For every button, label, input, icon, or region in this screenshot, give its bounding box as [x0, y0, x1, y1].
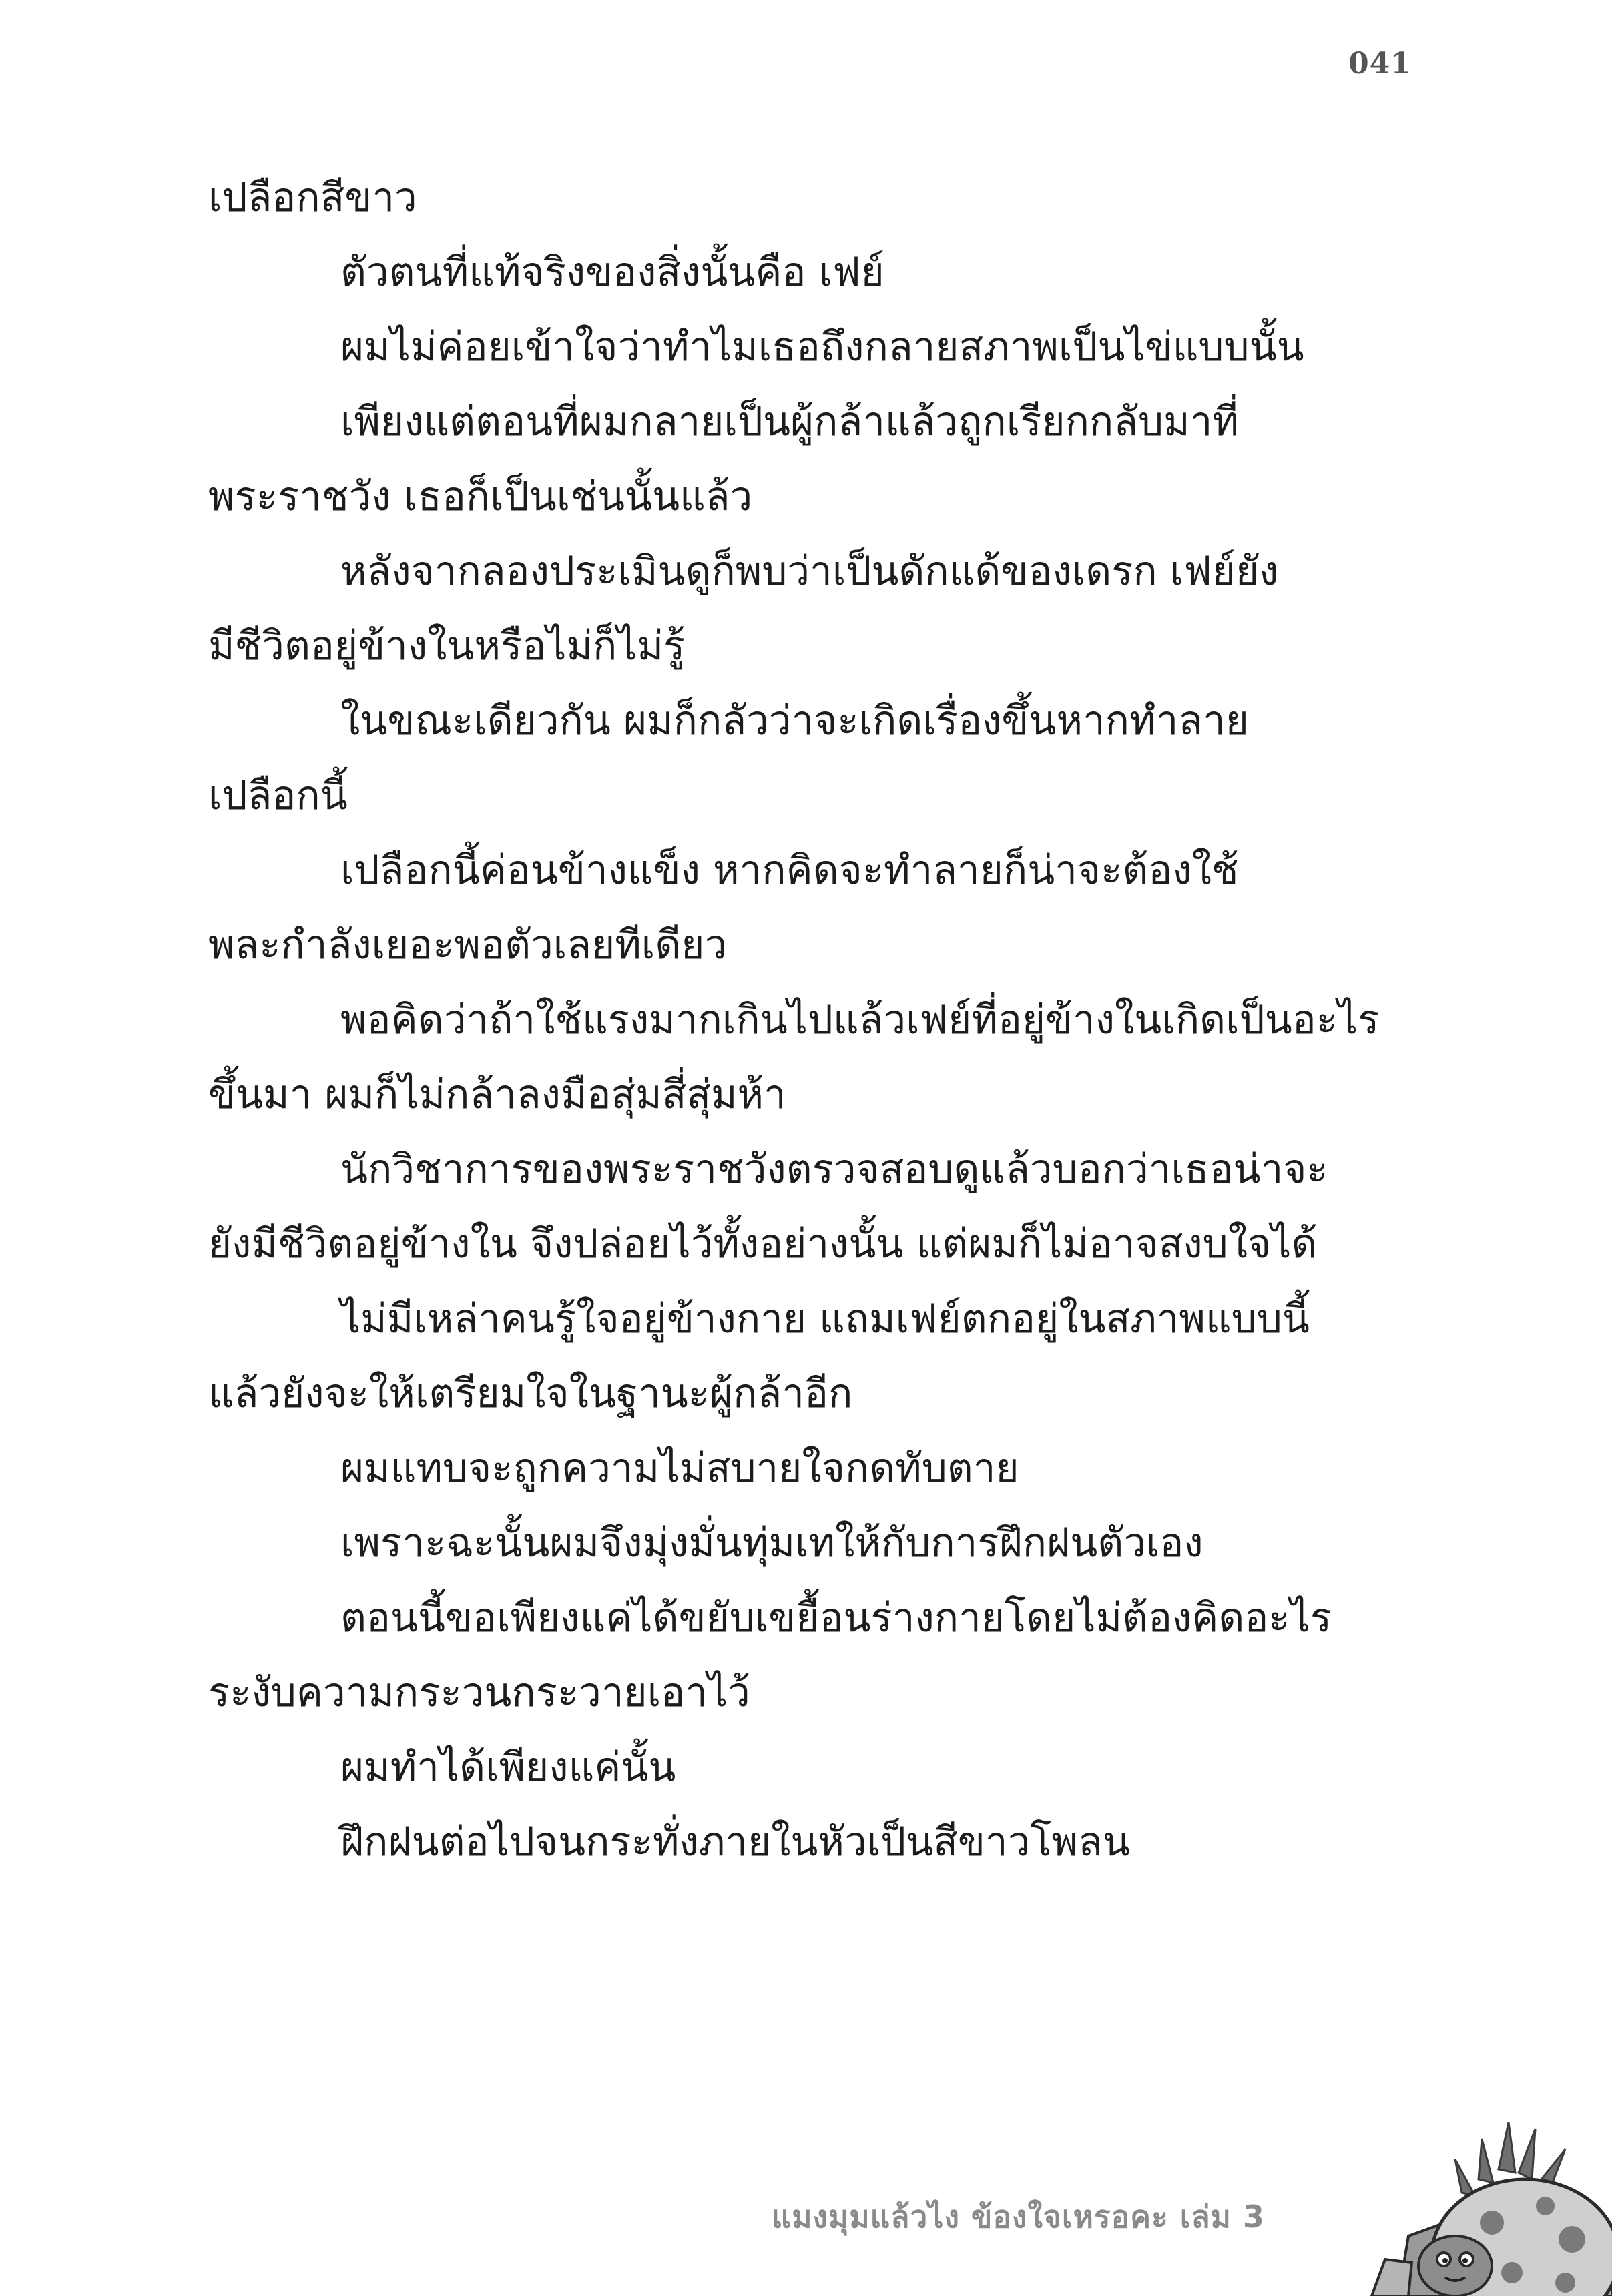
text-line: เพียงแต่ตอนที่ผมกลายเป็นผู้กล้าแล้วถูกเรียกกลับมาที่: [340, 398, 1239, 445]
text-line: ตอนนี้ขอเพียงแค่ได้ขยับเขยื้อนร่างกายโดยไม่ต้องคิดอะไร: [340, 1595, 1332, 1641]
text-line: ฝึกฝนต่อไปจนกระทั่งภายในหัวเป็นสีขาวโพลน: [340, 1819, 1130, 1866]
text-line: ระงับความกระวนกระวายเอาไว้: [208, 1669, 750, 1716]
spider-egg-mascot-icon: [1345, 2122, 1612, 2296]
text-line: มีชีวิตอยู่ข้างในหรือไม่ก็ไม่รู้: [208, 623, 686, 669]
text-line: ยังมีชีวิตอยู่ข้างใน จึงปล่อยไว้ทั้งอย่างนั้น แต่ผมก็ไม่อาจสงบใจได้: [208, 1221, 1318, 1267]
text-line: ตัวตนที่แท้จริงของสิ่งนั้นคือ เฟย์: [340, 249, 884, 296]
text-line: หลังจากลองประเมินดูก็พบว่าเป็นดักแด้ของเดรก เฟย์ยัง: [340, 548, 1279, 595]
text-line: พละกำลังเยอะพอตัวเลยทีเดียว: [208, 922, 728, 968]
text-line: ผมไม่ค่อยเข้าใจว่าทำไมเธอถึงกลายสภาพเป็นไข่แบบนั้น: [340, 324, 1304, 370]
text-line: พอคิดว่าถ้าใช้แรงมากเกินไปแล้วเฟย์ที่อยู่ข้างในเกิดเป็นอะไร: [340, 996, 1380, 1043]
text-line: เปลือกสีขาว: [208, 174, 417, 221]
text-line: ผมทำได้เพียงแค่นั้น: [340, 1744, 676, 1791]
body-text: [208, 160, 1410, 1880]
text-line: นักวิชาการของพระราชวังตรวจสอบดูแล้วบอกว่าเธอน่าจะ: [340, 1146, 1328, 1193]
text-line: ไม่มีเหล่าคนรู้ใจอยู่ข้างกาย แถมเฟย์ตกอยู่ในสภาพแบบนี้: [340, 1296, 1310, 1342]
text-line: ในขณะเดียวกัน ผมก็กลัวว่าจะเกิดเรื่องขึ้นหากทำลาย: [340, 697, 1249, 744]
text-line: เปลือกนี้: [208, 772, 348, 819]
text-line: พระราชวัง เธอก็เป็นเช่นนั้นแล้ว: [208, 473, 753, 520]
footer-book-title: แมงมุมแล้วไง ข้องใจเหรอคะ เล่ม 3: [771, 2199, 1265, 2235]
text-line: เพราะฉะนั้นผมจึงมุ่งมั่นทุ่มเทให้กับการฝึกฝนตัวเอง: [340, 1520, 1203, 1566]
text-line: ขึ้นมา ผมก็ไม่กล้าลงมือสุ่มสี่สุ่มห้า: [208, 1071, 786, 1118]
text-line: เปลือกนี้ค่อนข้างแข็ง หากคิดจะทำลายก็น่าจะต้องใช้: [340, 847, 1239, 894]
text-line: แล้วยังจะให้เตรียมใจในฐานะผู้กล้าอีก: [208, 1370, 853, 1417]
text-line: ผมแทบจะถูกความไม่สบายใจกดทับตาย: [340, 1445, 1019, 1492]
page-number: 041: [1348, 47, 1412, 81]
